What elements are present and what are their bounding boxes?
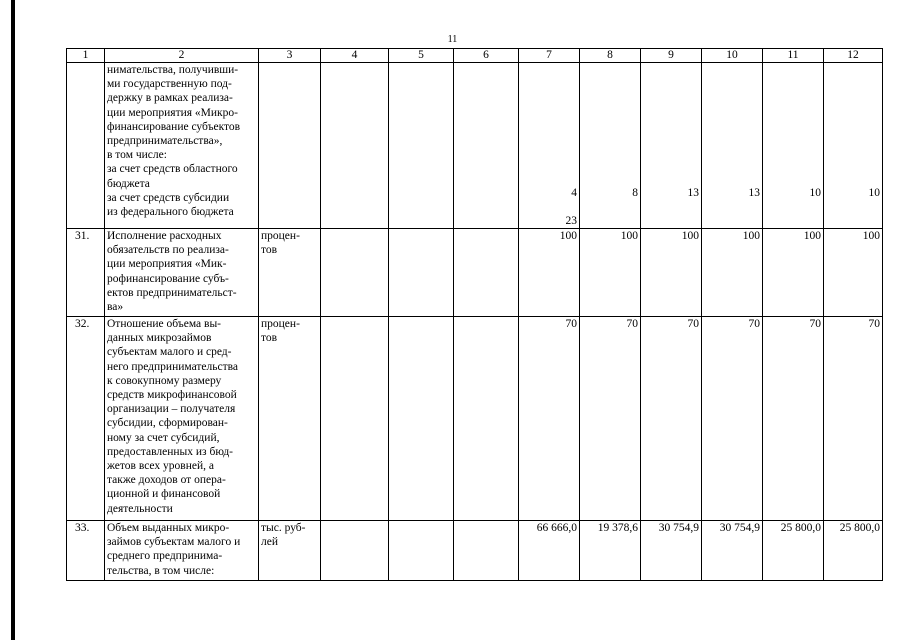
unit-cell: тыс. руб- лей — [259, 521, 321, 581]
value-cell: 70 — [519, 317, 580, 521]
value-cell: 10 — [763, 63, 824, 229]
empty-cell — [454, 317, 519, 521]
value-cell: 100 — [702, 229, 763, 317]
value-cell: 66 666,0 — [519, 521, 580, 581]
value-cell: 10 — [824, 63, 883, 229]
unit-cell — [259, 63, 321, 229]
value-cell: 25 800,0 — [763, 521, 824, 581]
value-regional: 4 — [571, 186, 577, 199]
value-cell: 70 — [824, 317, 883, 521]
indicator-name: Исполнение расходных обязательств по реализа- ции мероприятия «Мик- рофинансирование субъ- ектов предпринимательст- ва» — [105, 229, 259, 317]
value-cell: 13 — [641, 63, 702, 229]
value-cell: 70 — [580, 317, 641, 521]
empty-cell — [454, 229, 519, 317]
row-number: 32. — [67, 317, 105, 521]
page-number: 11 — [447, 34, 458, 45]
empty-cell — [321, 317, 389, 521]
col-header: 2 — [105, 49, 259, 63]
value-cell — [519, 63, 580, 229]
value-cell: 19 378,6 — [580, 521, 641, 581]
indicator-name: Объем выданных микро- займов субъектам малого и среднего предпринима- тельства, в том числе: — [105, 521, 259, 581]
empty-cell — [321, 63, 389, 229]
col-header: 10 — [702, 49, 763, 63]
unit-cell: процен- тов — [259, 317, 321, 521]
empty-cell — [454, 63, 519, 229]
value-cell: 30 754,9 — [641, 521, 702, 581]
value-cell: 13 — [702, 63, 763, 229]
empty-cell — [321, 229, 389, 317]
indicator-name: нимательства, получивши- ми государственную под- держку в рамках реализа- ции мероприятия «Микро- финансирование субъектов предпринимательства», в том числе: за счет средств областного бюджета за счет средств субсидии из федерального бюджета — [105, 63, 259, 229]
empty-cell — [389, 63, 454, 229]
indicators-table — [66, 48, 883, 581]
header-row — [67, 49, 883, 63]
col-header: 3 — [259, 49, 321, 63]
value-cell: 30 754,9 — [702, 521, 763, 581]
col-header: 5 — [389, 49, 454, 63]
indicator-name: Отношение объема вы- данных микрозаймов субъектам малого и сред- него предпринимательства к совокупному размеру средств микрофинансовой организации – получателя субсидии, сформирован- ному за счет субсидий, предоставленных из бюд- жетов всех уровней, а также доходов от опера- ционной и финансовой деятельности — [105, 317, 259, 521]
value-cell: 70 — [641, 317, 702, 521]
empty-cell — [389, 229, 454, 317]
col-header: 4 — [321, 49, 389, 63]
left-margin-bar — [11, 0, 15, 640]
value-cell: 8 — [580, 63, 641, 229]
table-row-continuation — [67, 63, 883, 229]
empty-cell — [389, 521, 454, 581]
value-cell: 100 — [763, 229, 824, 317]
unit-cell: процен- тов — [259, 229, 321, 317]
value-cell: 100 — [519, 229, 580, 317]
table-row-33 — [67, 521, 883, 581]
value-federal: 23 — [565, 214, 577, 227]
value-cell: 100 — [580, 229, 641, 317]
col-header: 12 — [824, 49, 883, 63]
row-number: 31. — [67, 229, 105, 317]
col-header: 11 — [763, 49, 824, 63]
table-row-32 — [67, 317, 883, 521]
col-header: 6 — [454, 49, 519, 63]
value-cell: 100 — [641, 229, 702, 317]
col-header: 9 — [641, 49, 702, 63]
table-row-31 — [67, 229, 883, 317]
value-cell: 70 — [702, 317, 763, 521]
empty-cell — [454, 521, 519, 581]
value-cell: 70 — [763, 317, 824, 521]
col-header: 1 — [67, 49, 105, 63]
value-cell: 25 800,0 — [824, 521, 883, 581]
col-header: 7 — [519, 49, 580, 63]
row-number: 33. — [67, 521, 105, 581]
col-header: 8 — [580, 49, 641, 63]
empty-cell — [321, 521, 389, 581]
empty-cell — [389, 317, 454, 521]
row-number-cell — [67, 63, 105, 229]
value-cell: 100 — [824, 229, 883, 317]
